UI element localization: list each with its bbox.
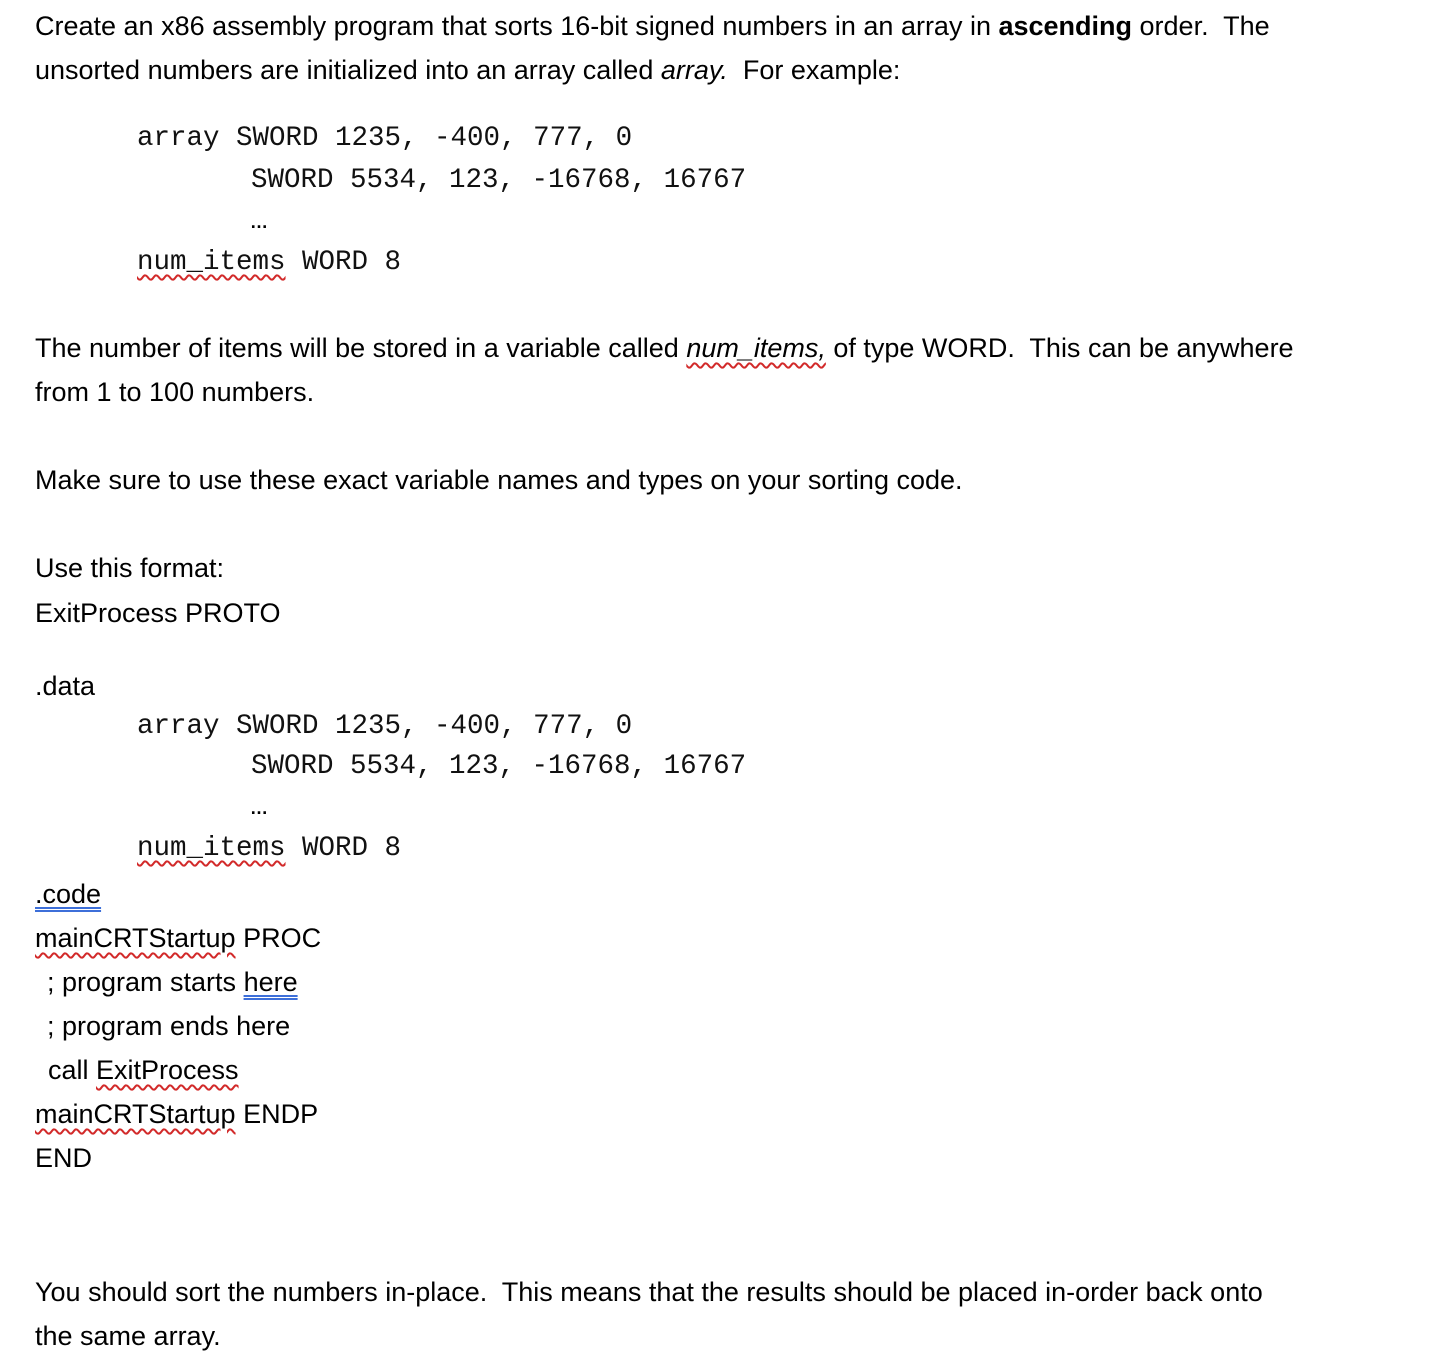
intro-text: Create an x86 assembly program that sorts 16-bit signed numbers in an array in [35, 11, 999, 41]
proc-line [35, 923, 321, 953]
endp-name: mainCRTStartup [35, 1099, 236, 1129]
inplace-para-line-1: You should sort the numbers in-place. This means that the results should be placed in-order back onto [35, 1277, 1263, 1307]
endp-keyword: ENDP [235, 1099, 319, 1129]
proc-keyword: PROC [235, 923, 322, 953]
code-directive-text: .code [35, 879, 102, 909]
comment-end-line: ; program ends here [47, 1011, 291, 1041]
format-array-line-1: array SWORD 1235, -400, 777, 0 [137, 711, 633, 742]
example-array-line-2: SWORD 5534, 123, -16768, 16767 [251, 165, 747, 196]
intro-text-2: unsorted numbers are initialized into an array called [35, 55, 661, 85]
exact-names-para: Make sure to use these exact variable names and types on your sorting code. [35, 465, 963, 495]
comment-start-here: here [243, 967, 298, 997]
array-emphasis: array. [660, 55, 728, 85]
data-directive: .data [35, 671, 96, 701]
exitprocess-proto-line [35, 598, 281, 628]
comment-start-line [47, 967, 298, 997]
intro-line-2 [35, 55, 900, 85]
num-items-identifier: num_items [137, 247, 286, 278]
format-array-line-2: SWORD 5534, 123, -16768, 16767 [251, 751, 747, 782]
use-this-format-heading: Use this format: [35, 553, 225, 583]
call-line [48, 1055, 239, 1085]
proc-name: mainCRTStartup [35, 923, 236, 953]
num-items-para-line-2: from 1 to 100 numbers. [35, 377, 315, 407]
call-target: ExitProcess [96, 1055, 239, 1085]
format-ellipsis: … [250, 798, 269, 818]
endp-line [35, 1099, 318, 1129]
example-ellipsis: … [250, 212, 269, 232]
call-keyword: call [48, 1055, 97, 1085]
ascending-emphasis: ascending [998, 11, 1133, 41]
num-items-emphasis: num_items, [686, 333, 826, 363]
code-directive [35, 879, 101, 909]
exitprocess-name: ExitProcess [35, 598, 178, 628]
comment-start-text: ; program starts [47, 967, 244, 997]
num-items-para-text: The number of items will be stored in a variable called [35, 333, 687, 363]
format-num-items-line [137, 834, 401, 864]
end-directive: END [35, 1143, 93, 1173]
inplace-para-line-2: the same array. [35, 1321, 221, 1351]
intro-text-2-end: For example: [727, 55, 901, 85]
intro-line-1 [35, 11, 1270, 41]
format-num-items-identifier: num_items [137, 833, 286, 864]
num-items-para-line-1 [35, 333, 1294, 363]
example-array-line-1: array SWORD 1235, -400, 777, 0 [137, 123, 633, 154]
num-items-declaration: WORD 8 [285, 247, 402, 278]
proto-keyword: PROTO [177, 598, 281, 628]
format-num-items-declaration: WORD 8 [285, 833, 402, 864]
num-items-para-text-end: of type WORD. This can be anywhere [825, 333, 1294, 363]
example-num-items-line [137, 248, 401, 278]
intro-text-end: order. The [1132, 11, 1270, 41]
